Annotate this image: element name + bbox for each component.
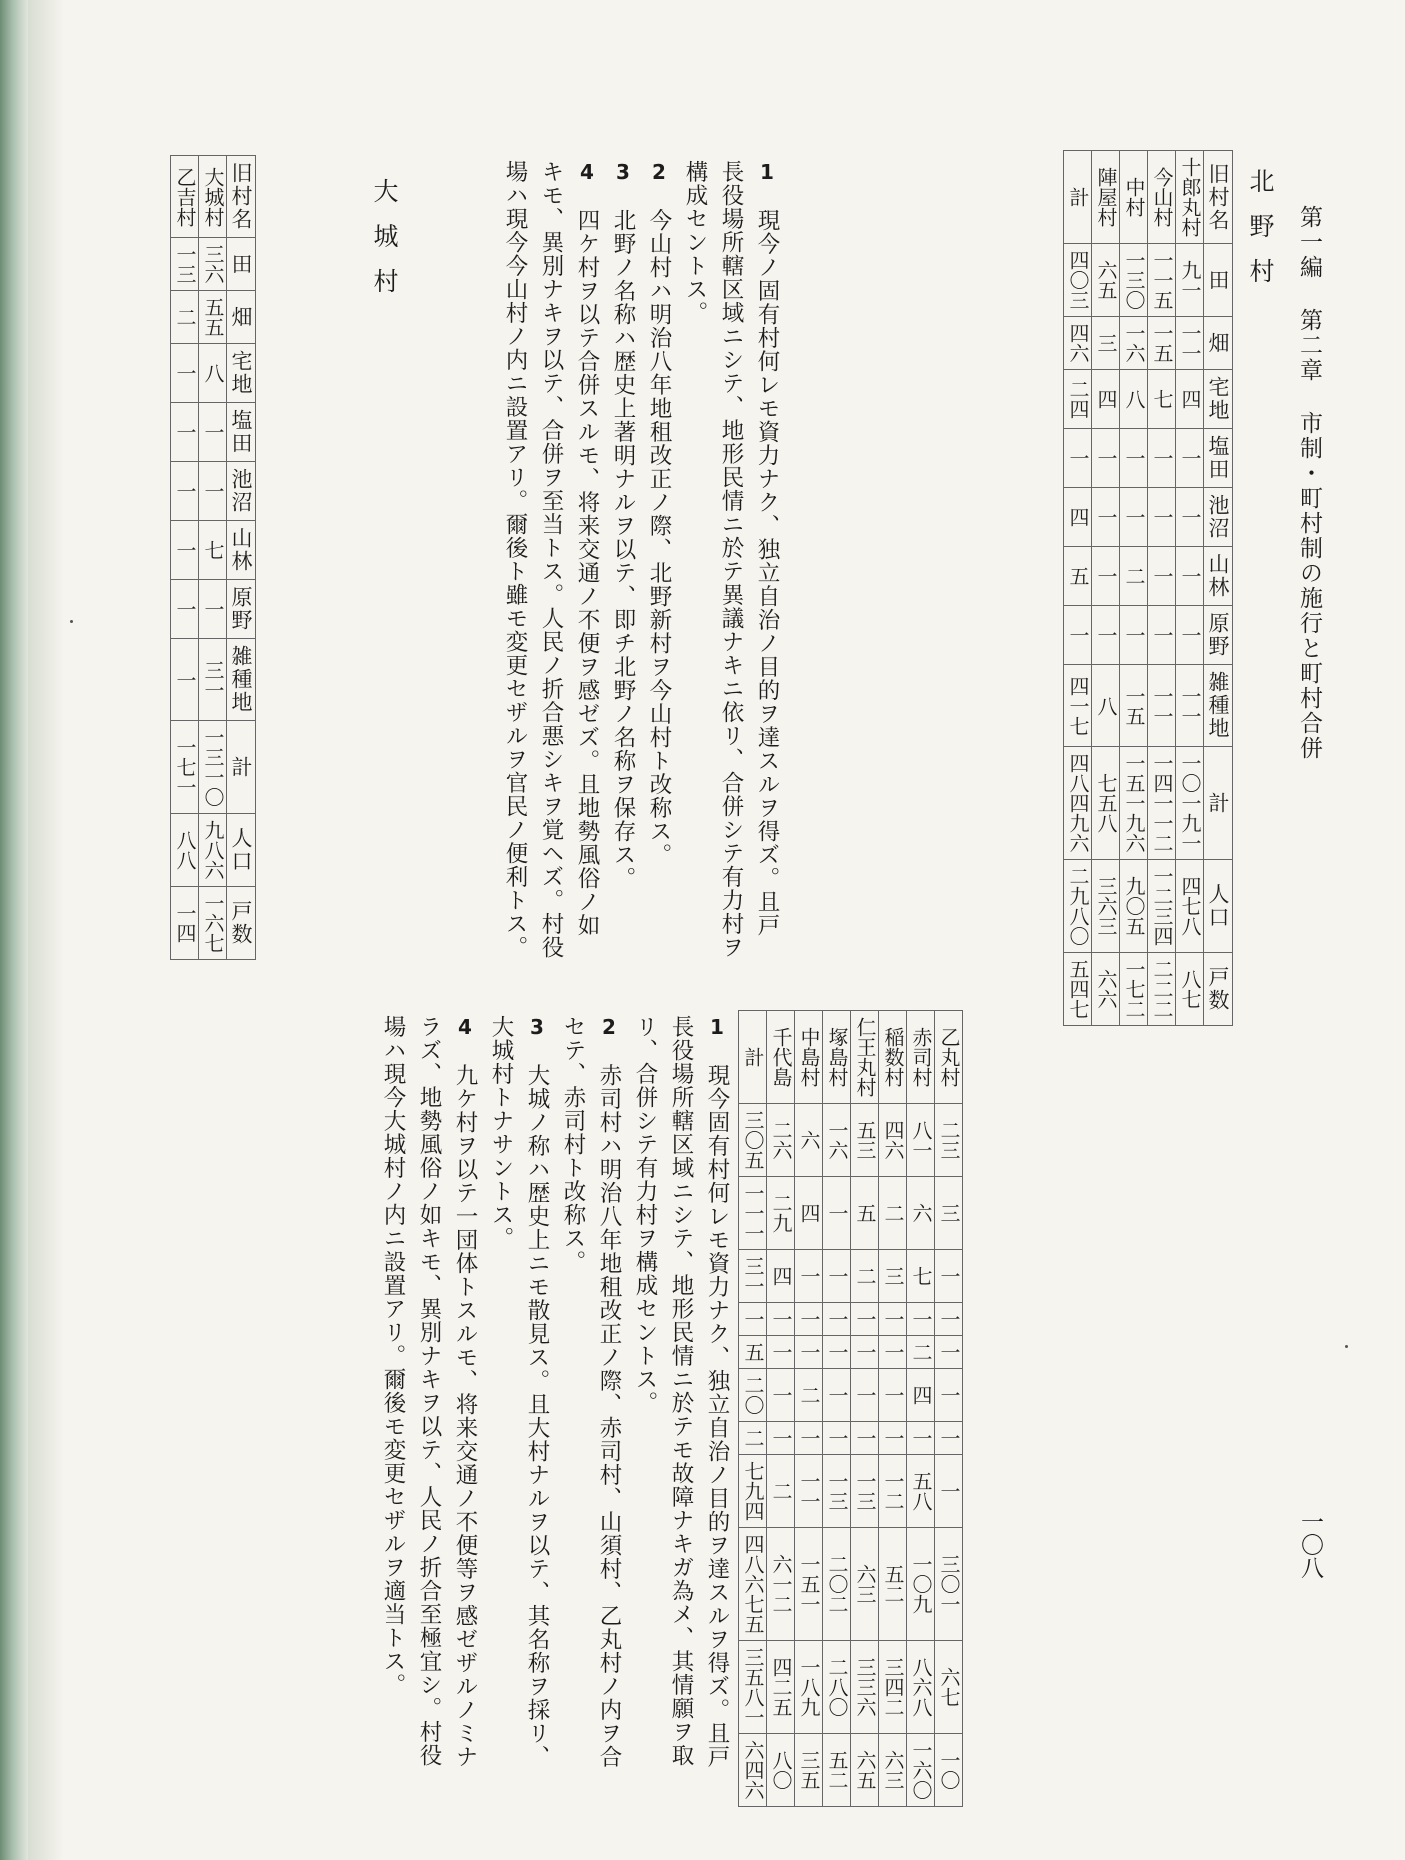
table-cell: 一八九 <box>795 1641 823 1734</box>
table-cell: 一一 <box>1175 665 1203 747</box>
village-name-cell: 赤司村 <box>907 1011 935 1104</box>
village-name-cell: 計 <box>739 1011 767 1104</box>
table-cell: 二 <box>851 1250 879 1303</box>
village-name-cell: 中村 <box>1119 151 1147 244</box>
note-text: 今山村ハ明治八年地租改正ノ際、北野新村ヲ今山村ト改称ス。 <box>646 185 672 867</box>
table-cell: 一三 <box>851 1455 879 1528</box>
village-name-cell: 乙丸村 <box>935 1011 963 1104</box>
column-header: 山林 <box>1203 547 1232 606</box>
table-cell: 四八六七五 <box>739 1528 767 1641</box>
table-cell: 一二 <box>879 1455 907 1528</box>
table-cell: 三四二 <box>879 1641 907 1734</box>
table-header-row <box>1203 151 1232 1026</box>
note-paragraph <box>605 160 641 960</box>
table-cell: 一 <box>1091 606 1119 665</box>
note-paragraph <box>497 160 605 960</box>
table-cell: 四 <box>1063 488 1091 547</box>
table-cell: 一 <box>1147 488 1175 547</box>
table-cell: 一 <box>171 639 199 721</box>
table-cell: 三六三 <box>1091 860 1119 953</box>
table-cell: 一一一 <box>739 1177 767 1250</box>
column-header: 畑 <box>1203 317 1232 370</box>
note-number: 2 <box>647 160 671 185</box>
table-cell: 六三 <box>879 1734 907 1807</box>
table-cell: 一 <box>907 1303 935 1336</box>
table-cell: 一七二 <box>1119 953 1147 1026</box>
table-cell: 六一二 <box>767 1528 795 1641</box>
table-cell: 一 <box>907 1422 935 1455</box>
table-cell: 一 <box>935 1455 963 1528</box>
table-cell: 四 <box>907 1369 935 1422</box>
table-cell: 七九四 <box>739 1455 767 1528</box>
table-cell: 一一 <box>1147 665 1175 747</box>
note-number: 2 <box>597 1015 621 1040</box>
table-cell: 七 <box>1147 370 1175 429</box>
table-cell: 三〇五 <box>739 1104 767 1177</box>
table-cell: 一 <box>1091 547 1119 606</box>
table-cell: 二〇二 <box>823 1528 851 1641</box>
table-cell: 一四一一二 <box>1147 747 1175 860</box>
table-cell: 五五 <box>199 291 227 344</box>
table-cell: 四 <box>1091 370 1119 429</box>
village-name-cell: 今山村 <box>1147 151 1175 244</box>
table-cell: 五二 <box>879 1528 907 1641</box>
table-cell: 一 <box>1119 429 1147 488</box>
table-cell: 一四 <box>171 887 199 960</box>
table-cell: 一三〇 <box>1119 244 1147 317</box>
village-name-cell: 千代島 <box>767 1011 795 1104</box>
column-header: 田 <box>227 238 256 291</box>
table-cell: 一五一九六 <box>1119 747 1147 860</box>
table-cell: 一 <box>1175 488 1203 547</box>
table-cell: 二三 <box>935 1104 963 1177</box>
table-cell: 一 <box>823 1369 851 1422</box>
village-name-cell: 乙吉村 <box>171 156 199 238</box>
table-cell: 四 <box>795 1177 823 1250</box>
note-number: 3 <box>611 160 635 185</box>
column-header: 戸数 <box>1203 953 1232 1026</box>
table-cell: 一 <box>767 1303 795 1336</box>
table-cell: 九〇五 <box>1119 860 1147 953</box>
table-cell: 一五 <box>1147 317 1175 370</box>
note-number: 4 <box>575 160 599 185</box>
table-cell: 五二 <box>823 1734 851 1807</box>
table-cell: 一二三四 <box>1147 860 1175 953</box>
table-cell: 六三 <box>851 1528 879 1641</box>
table-cell: 一 <box>851 1369 879 1422</box>
table-cell: 一 <box>851 1422 879 1455</box>
page-number: 一〇八 <box>1297 1510 1323 1579</box>
table-cell: 一一 <box>795 1455 823 1528</box>
scan-speck <box>70 620 73 623</box>
table-cell: 一三 <box>171 238 199 291</box>
table-cell: 一六七 <box>199 887 227 960</box>
table-cell: 六五 <box>1091 244 1119 317</box>
table-cell: 三 <box>879 1250 907 1303</box>
table-cell: 一 <box>199 580 227 639</box>
table-cell: 二六 <box>767 1104 795 1177</box>
running-header: 第一編 第二章 市制・町村制の施行と町村合併 <box>1296 205 1322 761</box>
village-name-cell: 塚島村 <box>823 1011 851 1104</box>
table-cell: 二〇 <box>739 1369 767 1422</box>
column-header: 山林 <box>227 521 256 580</box>
table-cell: 三〇一 <box>935 1528 963 1641</box>
table-cell: 二 <box>171 291 199 344</box>
table-cell: 八 <box>1091 665 1119 747</box>
table-cell: 一七一 <box>171 721 199 814</box>
table-cell: 一 <box>1063 429 1091 488</box>
table-cell: 一 <box>1119 488 1147 547</box>
table-cell: 一 <box>767 1369 795 1422</box>
table-cell: 一〇 <box>935 1734 963 1807</box>
table-cell: 二 <box>795 1369 823 1422</box>
column-header: 塩田 <box>227 403 256 462</box>
table-cell: 二 <box>767 1455 795 1528</box>
note-text: 赤司村ハ明治八年地租改正ノ際、赤司村、山須村、乙丸村ノ内ヲ合セテ、赤司村ト改称ス。 <box>560 1015 622 1769</box>
table-cell: 一 <box>935 1250 963 1303</box>
table-cell: 一 <box>935 1369 963 1422</box>
table-cell: 一三 <box>823 1455 851 1528</box>
table-cell: 一 <box>171 403 199 462</box>
table-cell: 五三 <box>851 1104 879 1177</box>
note-paragraph <box>483 1015 555 1785</box>
table-cell: 四二五 <box>767 1641 795 1734</box>
table-cell: 三 <box>935 1177 963 1250</box>
village-name-cell: 仁王丸村 <box>851 1011 879 1104</box>
table-cell: 一 <box>823 1250 851 1303</box>
column-header: 計 <box>227 721 256 814</box>
table-cell: 一 <box>171 580 199 639</box>
note-paragraph <box>677 160 785 960</box>
table-cell: 三一 <box>739 1250 767 1303</box>
table-cell: 一 <box>171 462 199 521</box>
table-cell: 七 <box>199 521 227 580</box>
column-header: 人口 <box>227 814 256 887</box>
table-cell: 一 <box>879 1369 907 1422</box>
table-cell: 二 <box>739 1422 767 1455</box>
table-cell: 一 <box>1175 429 1203 488</box>
table-cell: 三六 <box>199 238 227 291</box>
table-cell: 五 <box>739 1336 767 1369</box>
table-cell: 八六八 <box>907 1641 935 1734</box>
table-cell: 一 <box>767 1422 795 1455</box>
column-header: 畑 <box>227 291 256 344</box>
table-row <box>1175 151 1203 1026</box>
table-row <box>1063 151 1091 1026</box>
table-cell: 四七八 <box>1175 860 1203 953</box>
table-header-row <box>227 156 256 960</box>
table-cell: 二 <box>1119 547 1147 606</box>
table-row <box>739 1011 767 1807</box>
table-cell: 一 <box>823 1336 851 1369</box>
table-cell: 一 <box>795 1303 823 1336</box>
table-cell: 一三一〇 <box>199 721 227 814</box>
table-cell: 一六〇 <box>907 1734 935 1807</box>
note-paragraph <box>627 1015 735 1785</box>
section-title-daijo: 大城村 <box>370 178 399 313</box>
table-cell: 六四六 <box>739 1734 767 1807</box>
note-paragraph <box>555 1015 627 1785</box>
table-row <box>767 1011 795 1807</box>
column-header: 原野 <box>227 580 256 639</box>
table-cell: 六 <box>795 1104 823 1177</box>
kitano-notes <box>497 160 785 960</box>
table-cell: 一五 <box>1119 665 1147 747</box>
kitano-village-table <box>1063 150 1233 1026</box>
column-header: 戸数 <box>227 887 256 960</box>
table-cell: 一 <box>739 1303 767 1336</box>
table-cell: 八 <box>199 344 227 403</box>
table-cell: 五四七 <box>1063 953 1091 1026</box>
column-header: 宅地 <box>1203 370 1232 429</box>
table-row <box>823 1011 851 1807</box>
table-cell: 三五 <box>795 1734 823 1807</box>
table-cell: 一六 <box>823 1104 851 1177</box>
table-cell: 一 <box>1147 547 1175 606</box>
note-text: 四ケ村ヲ以テ合併スルモ、将来交通ノ不便ヲ感ゼズ。且地勢風俗ノ如キモ、異別ナキヲ以テ、合併ヲ至当トス。人民ノ折合悪シキヲ覚ヘズ。村役場ハ現今今山村ノ内ニ設置アリ。爾後ト雖モ変更セザルヲ官民ノ便利トス。 <box>502 160 600 959</box>
table-cell: 一 <box>879 1422 907 1455</box>
table-cell: 一 <box>1147 606 1175 665</box>
note-number: 1 <box>705 1015 729 1040</box>
table-cell: 一 <box>1091 488 1119 547</box>
table-cell: 八一 <box>907 1104 935 1177</box>
scan-binding-edge <box>0 0 28 1860</box>
table-cell: 二二二 <box>1147 953 1175 1026</box>
table-cell: 一 <box>767 1336 795 1369</box>
column-header: 田 <box>1203 244 1232 317</box>
table-cell: 二九八〇 <box>1063 860 1091 953</box>
table-cell: 四 <box>767 1250 795 1303</box>
table-cell: 四六 <box>1063 317 1091 370</box>
table-cell: 一 <box>199 462 227 521</box>
column-header: 池沼 <box>227 462 256 521</box>
village-name-cell: 中島村 <box>795 1011 823 1104</box>
table-cell: 一 <box>935 1336 963 1369</box>
table-cell: 一 <box>823 1422 851 1455</box>
note-text: 九ケ村ヲ以テ一団体トスルモ、将来交通ノ不便等ヲ感ゼザルノミナラズ、地勢風俗ノ如キモ、異別ナキヲ以テ、人民ノ折合至極宜シ。村役場ハ現今大城村ノ内ニ設置アリ。爾後モ変更セザルヲ適当トス。 <box>380 1015 478 1769</box>
table-cell: 一 <box>823 1177 851 1250</box>
scan-speck <box>1345 1345 1348 1348</box>
table-cell: 五 <box>1063 547 1091 606</box>
table-row <box>851 1011 879 1807</box>
table-cell: 六五 <box>851 1734 879 1807</box>
note-text: 北野ノ名称ハ歴史上著明ナルヲ以テ、即チ北野ノ名称ヲ保存ス。 <box>610 185 636 890</box>
note-text: 大城ノ称ハ歴史上ニモ散見ス。且大村ナルヲ以テ、其名称ヲ採リ、大城村トナサントス。 <box>488 1015 550 1769</box>
table-cell: 七 <box>907 1250 935 1303</box>
table-cell: 二八〇 <box>823 1641 851 1734</box>
table-row <box>199 156 227 960</box>
table-cell: 一 <box>879 1303 907 1336</box>
table-cell: 一六 <box>1119 317 1147 370</box>
table-cell: 一 <box>823 1303 851 1336</box>
table-cell: 六 <box>907 1177 935 1250</box>
table-cell: 八七 <box>1175 953 1203 1026</box>
table-cell: 一一五 <box>1147 244 1175 317</box>
note-paragraph <box>641 160 677 960</box>
table-cell: 六七 <box>935 1641 963 1734</box>
table-cell: 一 <box>879 1336 907 1369</box>
table-cell: 八 <box>1119 370 1147 429</box>
table-cell: 一 <box>795 1422 823 1455</box>
table-cell: 九八六 <box>199 814 227 887</box>
table-row <box>171 156 199 960</box>
table-cell: 一 <box>1119 606 1147 665</box>
village-name-cell: 大城村 <box>199 156 227 238</box>
table-cell: 四 <box>1175 370 1203 429</box>
column-header: 雑種地 <box>1203 665 1232 747</box>
section-title-kitano: 北野村 <box>1246 168 1275 303</box>
table-cell: 六六 <box>1091 953 1119 1026</box>
column-header: 原野 <box>1203 606 1232 665</box>
table-cell: 一 <box>171 344 199 403</box>
table-cell: 四一七 <box>1063 665 1091 747</box>
table-cell: 四六 <box>879 1104 907 1177</box>
column-header: 池沼 <box>1203 488 1232 547</box>
column-header: 雑種地 <box>227 639 256 721</box>
table-cell: 三 <box>1091 317 1119 370</box>
table-cell: 一 <box>851 1303 879 1336</box>
table-cell: 二九 <box>767 1177 795 1250</box>
table-cell: 一 <box>935 1422 963 1455</box>
table-cell: 一 <box>1175 547 1203 606</box>
table-cell: 二 <box>907 1336 935 1369</box>
table-cell: 五八 <box>907 1455 935 1528</box>
scan-binding-shadow <box>28 0 64 1860</box>
daijo-village-table-top <box>170 155 256 960</box>
note-number: 3 <box>525 1015 549 1040</box>
column-header: 旧村名 <box>1203 151 1232 244</box>
table-cell: 七五八 <box>1091 747 1119 860</box>
column-header: 塩田 <box>1203 429 1232 488</box>
note-text: 現今ノ固有村何レモ資力ナク、独立自治ノ目的ヲ達スルヲ得ズ。且戸長役場所轄区域ニシテ、地形民情ニ於テ異議ナキニ依リ、合併シテ有力村ヲ構成セントス。 <box>682 160 780 959</box>
table-cell: 一 <box>935 1303 963 1336</box>
note-text: 現今固有村何レモ資力ナク、独立自治ノ目的ヲ達スルヲ得ズ。且戸長役場所轄区域ニシテ、地形民情ニ於テモ故障ナキガ為メ、其情願ヲ取リ、合併シテ有力村ヲ構成セントス。 <box>632 1015 730 1769</box>
village-name-cell: 陣屋村 <box>1091 151 1119 244</box>
table-cell: 一五一 <box>795 1528 823 1641</box>
note-paragraph <box>375 1015 483 1785</box>
table-cell: 八〇 <box>767 1734 795 1807</box>
table-cell: 三五八一 <box>739 1641 767 1734</box>
table-cell: 一 <box>795 1250 823 1303</box>
table-cell: 四〇三 <box>1063 244 1091 317</box>
table-row <box>1091 151 1119 1026</box>
table-row <box>1119 151 1147 1026</box>
table-cell: 一〇一九一 <box>1175 747 1203 860</box>
table-cell: 一 <box>851 1336 879 1369</box>
village-name-cell: 稲数村 <box>879 1011 907 1104</box>
note-number: 1 <box>755 160 779 185</box>
table-cell: 八八 <box>171 814 199 887</box>
table-cell: 二四 <box>1063 370 1091 429</box>
village-name-cell: 計 <box>1063 151 1091 244</box>
table-cell: 三一 <box>199 639 227 721</box>
column-header: 宅地 <box>227 344 256 403</box>
table-cell: 一 <box>1147 429 1175 488</box>
table-cell: 一 <box>795 1336 823 1369</box>
table-cell: 一 <box>1175 606 1203 665</box>
table-cell: 一〇九 <box>907 1528 935 1641</box>
table-cell: 四八四九六 <box>1063 747 1091 860</box>
village-name-cell: 十郎丸村 <box>1175 151 1203 244</box>
table-row <box>879 1011 907 1807</box>
table-cell: 一 <box>171 521 199 580</box>
daijo-notes <box>375 1015 735 1785</box>
note-number: 4 <box>453 1015 477 1040</box>
table-row <box>907 1011 935 1807</box>
table-row <box>795 1011 823 1807</box>
column-header: 計 <box>1203 747 1232 860</box>
table-cell: 二 <box>879 1177 907 1250</box>
table-row <box>935 1011 963 1807</box>
table-cell: 一 <box>199 403 227 462</box>
column-header: 人口 <box>1203 860 1232 953</box>
table-cell: 一 <box>1091 429 1119 488</box>
table-cell: 五 <box>851 1177 879 1250</box>
table-cell: 一 <box>1063 606 1091 665</box>
table-cell: 九一 <box>1175 244 1203 317</box>
table-row <box>1147 151 1175 1026</box>
table-cell: 一一 <box>1175 317 1203 370</box>
daijo-village-table-bottom <box>738 1010 963 1807</box>
table-cell: 三三六 <box>851 1641 879 1734</box>
column-header: 旧村名 <box>227 156 256 238</box>
